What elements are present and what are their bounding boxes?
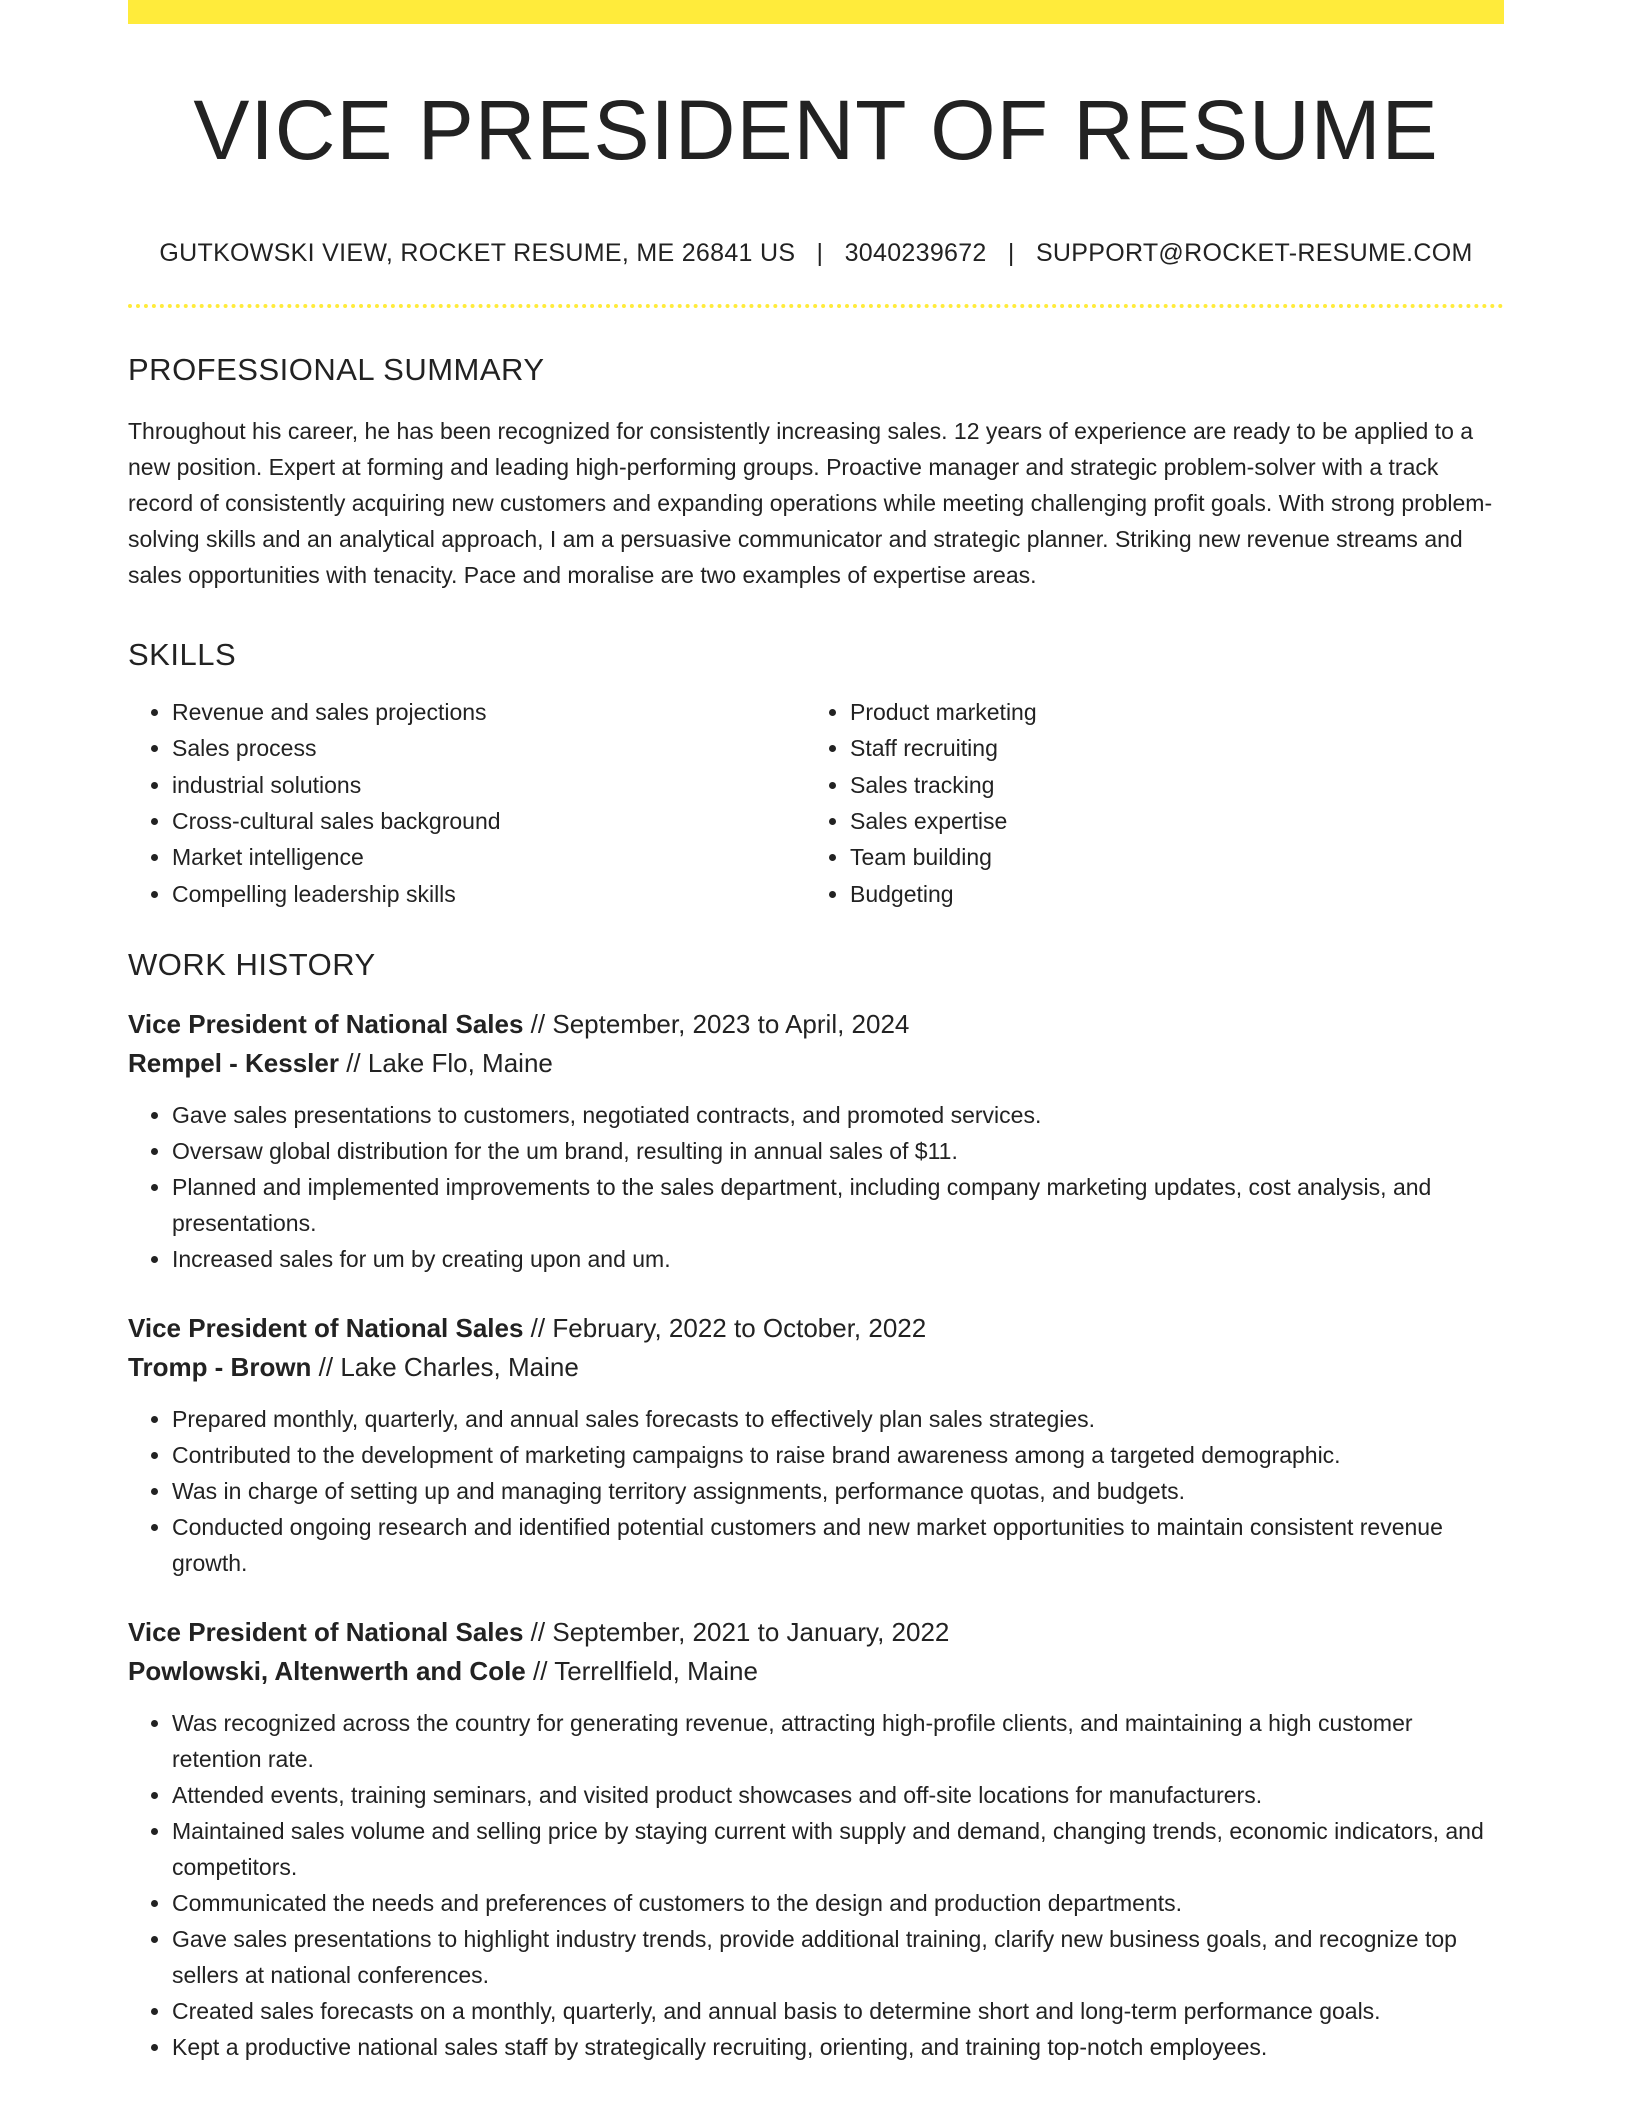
skill-item: • Market intelligence bbox=[172, 839, 806, 875]
job-bullets bbox=[128, 1097, 1504, 1277]
job-bullet: • Communicated the needs and preferences of customers to the design and production departments. bbox=[172, 1885, 1504, 1921]
job-bullet: • Oversaw global distribution for the um brand, resulting in annual sales of $11. bbox=[172, 1133, 1504, 1169]
resume-page bbox=[128, 0, 1504, 2065]
job-company: Rempel - Kessler bbox=[128, 1048, 339, 1079]
job-location: // Lake Flo, Maine bbox=[338, 1048, 553, 1079]
job-entry bbox=[128, 1613, 1504, 2065]
skill-item: • Revenue and sales projections bbox=[172, 694, 806, 730]
job-title-line bbox=[128, 1613, 1504, 1652]
job-bullet: • Maintained sales volume and selling price by staying current with supply and demand, changing trends, economic indicators, and competitors. bbox=[172, 1813, 1504, 1885]
job-dates: // September, 2023 to April, 2024 bbox=[523, 1009, 910, 1040]
job-title-line bbox=[128, 1005, 1504, 1044]
contact-address: GUTKOWSKI VIEW, ROCKET RESUME, ME 26841 US bbox=[159, 239, 796, 268]
job-company-line bbox=[128, 1044, 1504, 1083]
summary-text: Throughout his career, he has been recognized for consistently increasing sales. 12 years of experience are ready to be applied to a new position. Expert at forming and leading high-performing groups. Proactive manager and strategic problem-solver with a track record of consistently acquiring new customers and expanding operations while meeting challenging profit goals. With strong problem-solving skills and an analytical approach, I am a persuasive communicator and strategic planner. Striking new revenue streams and sales opportunities with tenacity. Pace and moralise are two examples of expertise areas. bbox=[128, 417, 1493, 588]
job-bullet: • Planned and implemented improvements to the sales department, including company marketing updates, cost analysis, and presentations. bbox=[172, 1169, 1504, 1241]
resume-name: VICE PRESIDENT OF RESUME bbox=[193, 83, 1439, 177]
job-bullet: • Attended events, training seminars, and visited product showcases and off-site locations for manufacturers. bbox=[172, 1777, 1504, 1813]
skill-item: • Compelling leadership skills bbox=[172, 876, 806, 912]
skill-item: • Product marketing bbox=[850, 694, 1484, 730]
skill-item: • Cross-cultural sales background bbox=[172, 803, 806, 839]
job-bullet: • Prepared monthly, quarterly, and annual sales forecasts to effectively plan sales strategies. bbox=[172, 1401, 1504, 1437]
skill-item: • Staff recruiting bbox=[850, 730, 1484, 766]
job-company-line bbox=[128, 1348, 1504, 1387]
accent-top-bar bbox=[128, 0, 1504, 24]
skill-item: • Budgeting bbox=[850, 876, 1484, 912]
job-role: Vice President of National Sales bbox=[128, 1617, 524, 1648]
summary-heading: PROFESSIONAL SUMMARY bbox=[128, 352, 545, 388]
job-role: Vice President of National Sales bbox=[128, 1009, 524, 1040]
contact-phone: 3040239672 bbox=[844, 239, 987, 268]
job-role: Vice President of National Sales bbox=[128, 1313, 524, 1344]
job-bullet: • Was recognized across the country for generating revenue, attracting high-profile clients, and maintaining a high customer retention rate. bbox=[172, 1705, 1504, 1777]
skills-left-column bbox=[128, 694, 806, 912]
skills-right-column bbox=[806, 694, 1484, 912]
dotted-divider bbox=[128, 304, 1504, 308]
skill-item: • Sales process bbox=[172, 730, 806, 766]
job-bullet: • Gave sales presentations to highlight industry trends, provide additional training, clarify new business goals, and recognize top sellers at national conferences. bbox=[172, 1921, 1504, 1993]
job-location: // Lake Charles, Maine bbox=[311, 1352, 579, 1383]
job-bullets bbox=[128, 1705, 1504, 2065]
job-bullet: • Created sales forecasts on a monthly, quarterly, and annual basis to determine short and long-term performance goals. bbox=[172, 1993, 1504, 2029]
contact-email: SUPPORT@ROCKET-RESUME.COM bbox=[1035, 239, 1473, 268]
job-bullet: • Kept a productive national sales staff by strategically recruiting, orienting, and training top-notch employees. bbox=[172, 2029, 1504, 2065]
job-location: // Terrellfield, Maine bbox=[525, 1656, 758, 1687]
job-bullet: • Conducted ongoing research and identified potential customers and new market opportunities to maintain consistent revenue growth. bbox=[172, 1509, 1504, 1581]
skill-item: • industrial solutions bbox=[172, 767, 806, 803]
job-entry bbox=[128, 1309, 1504, 1581]
job-company: Powlowski, Altenwerth and Cole bbox=[128, 1656, 526, 1687]
job-bullet: • Contributed to the development of marketing campaigns to raise brand awareness among a targeted demographic. bbox=[172, 1437, 1504, 1473]
job-dates: // February, 2022 to October, 2022 bbox=[523, 1313, 927, 1344]
skill-item: • Team building bbox=[850, 839, 1484, 875]
job-entry bbox=[128, 1005, 1504, 1277]
job-bullet: • Increased sales for um by creating upon and um. bbox=[172, 1241, 1504, 1277]
job-bullet: • Gave sales presentations to customers, negotiated contracts, and promoted services. bbox=[172, 1097, 1504, 1133]
work-history-heading: WORK HISTORY bbox=[128, 947, 376, 983]
job-title-line bbox=[128, 1309, 1504, 1348]
job-company-line bbox=[128, 1652, 1504, 1691]
skill-item: • Sales expertise bbox=[850, 803, 1484, 839]
skill-item: • Sales tracking bbox=[850, 767, 1484, 803]
job-company: Tromp - Brown bbox=[128, 1352, 312, 1383]
job-dates: // September, 2021 to January, 2022 bbox=[523, 1617, 950, 1648]
contact-separator: | bbox=[1007, 239, 1015, 268]
contact-separator: | bbox=[816, 239, 824, 268]
skills-heading: SKILLS bbox=[128, 636, 237, 672]
contact-line bbox=[128, 238, 1504, 268]
skills-list bbox=[128, 694, 1504, 912]
job-bullets bbox=[128, 1401, 1504, 1581]
job-bullet: • Was in charge of setting up and managing territory assignments, performance quotas, and budgets. bbox=[172, 1473, 1504, 1509]
